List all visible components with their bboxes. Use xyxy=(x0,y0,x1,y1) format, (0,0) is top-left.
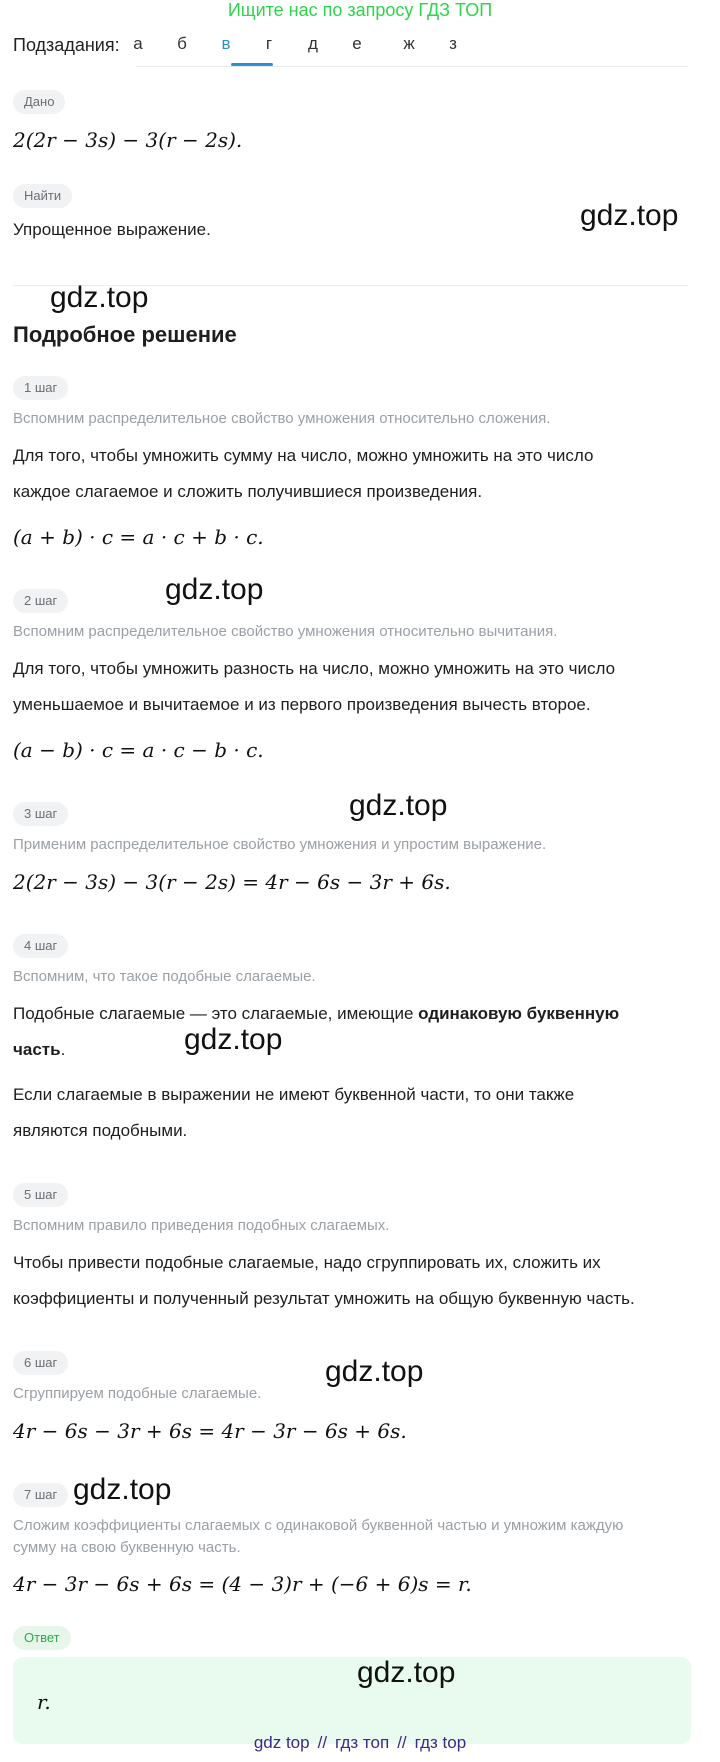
step-4-chip: 4 шаг xyxy=(13,934,68,958)
step-4-text-2 xyxy=(13,1032,703,1068)
tab-e[interactable]: е xyxy=(352,34,362,53)
watermark: gdz.top xyxy=(73,1473,172,1506)
watermark: gdz.top xyxy=(349,789,448,822)
step-4-text-bold-2: часть xyxy=(13,1040,61,1059)
watermark: gdz.top xyxy=(165,573,264,606)
tab-b[interactable]: б xyxy=(177,34,187,53)
step-7-formula: 4r − 3r − 6s + 6s = (4 − 3)r + (−6 + 6)s = r. xyxy=(13,1572,472,1596)
step-5-chip: 5 шаг xyxy=(13,1183,68,1207)
footer-link-3[interactable]: гдз top xyxy=(414,1733,467,1752)
find-chip: Найти xyxy=(13,184,72,208)
step-4-text-plain: Подобные слагаемые — это слагаемые, имеющие xyxy=(13,1004,419,1023)
answer-value: r. xyxy=(37,1690,51,1714)
step-2-text-2: уменьшаемое и вычитаемое и из первого произведения вычесть второе. xyxy=(13,695,591,714)
step-7-hint-2: сумму на свою буквенную часть. xyxy=(13,1539,241,1556)
promo-banner: Ищите нас по запросу ГДЗ ТОП xyxy=(227,0,493,20)
step-4-text-4: являются подобными. xyxy=(13,1121,188,1140)
given-chip: Дано xyxy=(13,90,65,114)
step-1-hint: Вспомним распределительное свойство умножения относительно сложения. xyxy=(13,410,551,427)
step-5-text-1: Чтобы привести подобные слагаемые, надо сгруппировать их, сложить их xyxy=(13,1253,601,1272)
step-6-hint: Сгруппируем подобные слагаемые. xyxy=(13,1385,262,1402)
find-text: Упрощенное выражение. xyxy=(13,220,211,239)
step-6-chip: 6 шаг xyxy=(13,1351,68,1375)
answer-chip: Ответ xyxy=(13,1626,71,1650)
step-1-formula: (a + b) · c = a · c + b · c. xyxy=(13,525,264,549)
subtask-tabs xyxy=(133,26,688,67)
subtasks-label: Подзадания: xyxy=(13,35,120,55)
step-2-text-1: Для того, чтобы умножить разность на число, можно умножить на это число xyxy=(13,659,616,678)
step-3-hint: Применим распределительное свойство умножения и упростим выражение. xyxy=(13,836,547,853)
step-1-text-1: Для того, чтобы умножить сумму на число, можно умножить на это число xyxy=(13,446,594,465)
answer-box xyxy=(13,1657,691,1744)
step-5-text-2: коэффициенты и полученный результат умножить на общую буквенную часть. xyxy=(13,1289,635,1308)
footer-links xyxy=(0,1733,720,1753)
step-7-hint-1: Сложим коэффициенты слагаемых с одинаковой буквенной частью и умножим каждую xyxy=(13,1517,624,1534)
watermark: gdz.top xyxy=(580,199,679,232)
step-2-formula: (a − b) · c = a · c − b · c. xyxy=(13,738,264,762)
footer-link-1[interactable]: gdz top xyxy=(253,1733,310,1752)
step-6-formula: 4r − 6s − 3r + 6s = 4r − 3r − 6s + 6s. xyxy=(13,1419,407,1443)
watermark: gdz.top xyxy=(325,1355,424,1388)
step-2-chip: 2 шаг xyxy=(13,589,68,613)
watermark: gdz.top xyxy=(50,281,149,314)
watermark: gdz.top xyxy=(184,1023,283,1056)
tab-v[interactable]: в xyxy=(221,34,231,53)
step-4-hint: Вспомним, что такое подобные слагаемые. xyxy=(13,968,316,985)
solution-title: Подробное решение xyxy=(13,322,237,347)
step-1-text-2: каждое слагаемое и сложить получившиеся произведения. xyxy=(13,482,483,501)
step-4-text-3: Если слагаемые в выражении не имеют буквенной части, то они также xyxy=(13,1085,575,1104)
tab-d[interactable]: д xyxy=(308,34,318,53)
given-expression: 2(2r − 3s) − 3(r − 2s). xyxy=(13,128,243,152)
active-tab-indicator xyxy=(231,63,273,66)
tab-a[interactable]: а xyxy=(133,34,143,53)
tab-zh[interactable]: ж xyxy=(403,34,415,53)
step-2-hint: Вспомним распределительное свойство умножения относительно вычитания. xyxy=(13,623,558,640)
footer-link-2[interactable]: гдз топ xyxy=(335,1733,390,1752)
footer-separator: // xyxy=(317,1733,328,1752)
watermark: gdz.top xyxy=(357,1656,456,1689)
step-4-text-1 xyxy=(13,996,703,1032)
step-4-text-bold-1: одинаковую буквенную xyxy=(418,1004,620,1023)
tab-z[interactable]: з xyxy=(449,34,457,53)
footer-separator: // xyxy=(397,1733,407,1752)
step-3-formula: 2(2r − 3s) − 3(r − 2s) = 4r − 6s − 3r + 6s. xyxy=(13,870,451,894)
step-3-chip: 3 шаг xyxy=(13,802,68,826)
step-4-text-dot: . xyxy=(60,1040,66,1059)
step-7-chip: 7 шаг xyxy=(13,1483,68,1507)
tab-g[interactable]: г xyxy=(265,34,273,53)
step-1-chip: 1 шаг xyxy=(13,376,68,400)
step-5-hint: Вспомним правило приведения подобных слагаемых. xyxy=(13,1217,390,1234)
